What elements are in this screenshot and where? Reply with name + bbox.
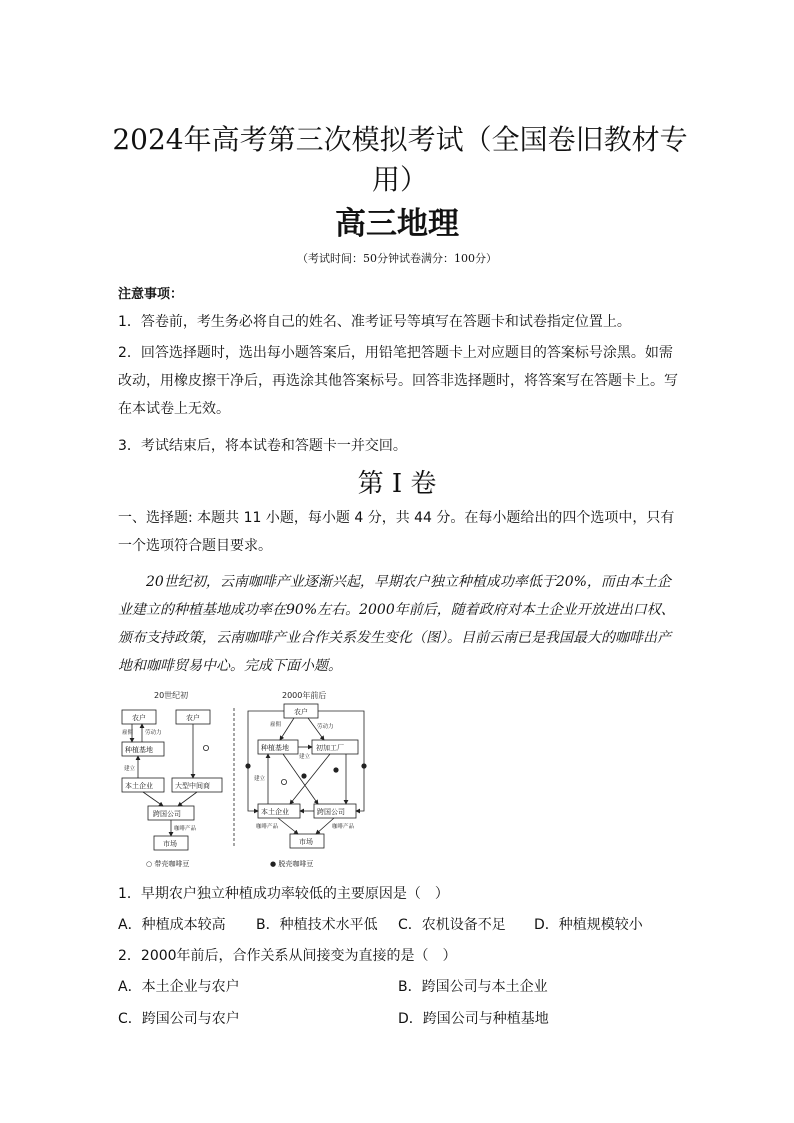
left-farmer2-label: 农户 bbox=[186, 714, 200, 722]
right-coffee-products-label: 咖啡产品 bbox=[256, 824, 279, 830]
question-1-option-a[interactable]: A．种植成本较高 bbox=[118, 917, 226, 933]
right-build2-label: 建立 bbox=[299, 754, 311, 760]
left-hire-label: 雇佣 bbox=[122, 730, 134, 736]
solid-bean-marker bbox=[361, 763, 366, 768]
question-2-stem: 2．2000年前后，合作关系从间接变为直接的是（ ） bbox=[118, 948, 457, 964]
left-middleman-label: 大型中间商 bbox=[175, 782, 210, 790]
hollow-bean-marker bbox=[281, 779, 286, 784]
question-2-option-c[interactable]: C．跨国公司与农户 bbox=[118, 1011, 240, 1027]
right-transnational-label: 跨国公司 bbox=[317, 808, 345, 816]
exam-title: 2024年高考第三次模拟考试（全国卷旧教材专用） bbox=[112, 123, 688, 196]
left-farmer-label: 农户 bbox=[132, 714, 146, 722]
solid-bean-marker bbox=[333, 767, 338, 772]
question-2-option-d[interactable]: D．跨国公司与种植基地 bbox=[398, 1011, 549, 1027]
right-hire-label: 雇佣 bbox=[270, 722, 282, 728]
left-market-label: 市场 bbox=[163, 840, 177, 848]
question-1-option-c[interactable]: C．农机设备不足 bbox=[398, 917, 506, 933]
subject-title: 高三地理 bbox=[335, 206, 459, 242]
coffee-cooperation-diagram bbox=[118, 686, 378, 876]
hollow-bean-marker bbox=[203, 745, 208, 750]
right-coffee-products2-label: 咖啡产品 bbox=[332, 824, 355, 830]
question-1-stem: 1．早期农户独立种植成功率较低的主要原因是（ ） bbox=[118, 886, 449, 902]
notice-heading: 注意事项： bbox=[118, 287, 184, 302]
right-factory-label: 初加工厂 bbox=[316, 744, 344, 752]
question-1-option-d[interactable]: D．种植规模较小 bbox=[534, 917, 643, 933]
question-1-option-b[interactable]: B．种植技术水平低 bbox=[256, 917, 378, 933]
solid-bean-marker bbox=[301, 773, 306, 778]
notice-item-2: 2．回答选择题时，选出每小题答案后，用铅笔把答题卡上对应题目的答案标号涂黑。如需改动，用橡皮擦干净后，再选涂其他答案标号。回答非选择题时，将答案写在答题卡上。写在本试卷上无效。 bbox=[118, 345, 678, 417]
solid-bean-marker bbox=[245, 763, 250, 768]
legend-hollow: ○ 带壳咖啡豆 bbox=[146, 860, 190, 868]
right-build-label: 建立 bbox=[254, 776, 266, 782]
left-build-label: 建立 bbox=[124, 766, 136, 772]
question-2-option-a[interactable]: A．本土企业与农户 bbox=[118, 979, 240, 995]
exam-time-note: （考试时间：50分钟试卷满分：100分） bbox=[297, 252, 497, 265]
notice-item-3: 3．考试结束后，将本试卷和答题卡一并交回。 bbox=[118, 438, 407, 454]
left-labor-label: 劳动力 bbox=[145, 730, 162, 736]
notice-item-1: 1．答卷前，考生务必将自己的姓名、准考证号等填写在答题卡和试卷指定位置上。 bbox=[118, 314, 631, 330]
left-panel-title: 20世纪初 bbox=[154, 691, 189, 700]
legend-solid: ● 脱壳咖啡豆 bbox=[270, 860, 314, 868]
section-title: 第 I 卷 bbox=[357, 469, 437, 499]
right-local-label: 本土企业 bbox=[261, 808, 289, 816]
section-instruction: 一、选择题: 本题共 11 小题，每小题 4 分，共 44 分。在每小题给出的四个选项中，只有一个选项符合题目要求。 bbox=[118, 510, 675, 554]
right-farmer-label: 农户 bbox=[294, 708, 308, 716]
right-market-label: 市场 bbox=[299, 838, 313, 846]
left-local-label: 本土企业 bbox=[125, 782, 153, 790]
left-transnational-label: 跨国公司 bbox=[153, 810, 181, 818]
left-coffee-products-label: 咖啡产品 bbox=[174, 826, 197, 832]
right-base-label: 种植基地 bbox=[261, 744, 289, 752]
reading-passage: 20世纪初，云南咖啡产业逐渐兴起，早期农户独立种植成功率低于20%，而由本土企业建立的种植基地成功率在90%左右。2000年前后，随着政府对本土企业开放进出口权、颁布支持政策，云南咖啡产业合作关系发生变化（图）。目前云南已是我国最大的咖啡出产地和咖啡贸易中心。完成下面小题。 bbox=[118, 574, 675, 674]
right-panel-title: 2000年前后 bbox=[282, 691, 327, 700]
right-labor-label: 劳动力 bbox=[317, 724, 334, 730]
left-base-label: 种植基地 bbox=[125, 746, 153, 754]
question-2-option-b[interactable]: B．跨国公司与本土企业 bbox=[398, 979, 548, 995]
